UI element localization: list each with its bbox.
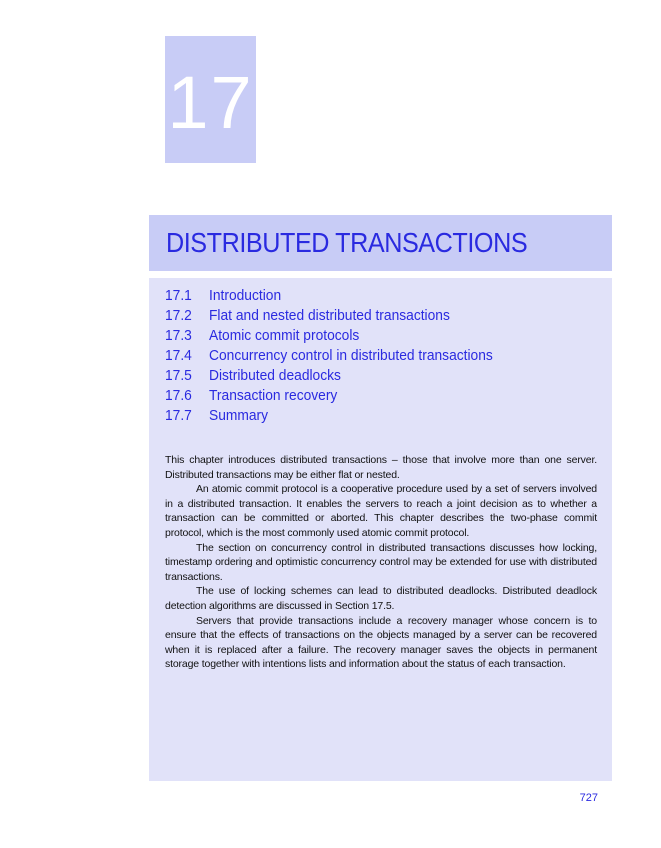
toc-number: 17.5: [165, 366, 192, 384]
intro-paragraph: The section on concurrency control in distributed transactions discusses how locking, timestamp ordering and optimistic concurrency control may be extended for use with distributed transactions.: [165, 541, 597, 583]
toc-item-17-6[interactable]: [165, 385, 517, 405]
table-of-contents: [165, 285, 517, 425]
toc-number: 17.4: [165, 346, 192, 364]
content-panel: [149, 278, 612, 781]
toc-item-17-5[interactable]: [165, 365, 517, 385]
toc-number: 17.2: [165, 306, 192, 324]
toc-title: Transaction recovery: [209, 386, 338, 404]
toc-title: Flat and nested distributed transactions: [209, 306, 450, 324]
toc-title: Concurrency control in distributed transactions: [209, 346, 493, 364]
intro-paragraph: Servers that provide transactions include a recovery manager whose concern is to ensure that the effects of transactions on the objects managed by a server can be recovered when it is replaced after a failure. The recovery manager saves the objects in permanent storage together with intentions lists and information about the status of each transaction.: [165, 614, 597, 671]
toc-title: Introduction: [209, 286, 282, 304]
toc-title: Distributed deadlocks: [209, 366, 341, 384]
chapter-number: 17: [167, 61, 254, 144]
toc-item-17-3[interactable]: [165, 325, 517, 345]
toc-title: Summary: [209, 406, 269, 424]
intro-paragraph: This chapter introduces distributed transactions – those that involve more than one server. Distributed transactions may be either flat or nested.: [165, 454, 597, 481]
chapter-number-box: [165, 36, 256, 163]
toc-item-17-7[interactable]: [165, 405, 517, 425]
chapter-introduction: [165, 453, 597, 672]
toc-item-17-2[interactable]: [165, 305, 517, 325]
toc-number: 17.6: [165, 386, 192, 404]
page-number: 727: [579, 792, 598, 804]
toc-item-17-1[interactable]: [165, 285, 517, 305]
toc-number: 17.1: [165, 286, 192, 304]
toc-number: 17.3: [165, 326, 192, 344]
chapter-title: DISTRIBUTED TRANSACTIONS: [166, 227, 528, 258]
intro-paragraph: The use of locking schemes can lead to distributed deadlocks. Distributed deadlock detection algorithms are discussed in Section 17.5.: [165, 585, 597, 612]
chapter-title-bar: [149, 215, 612, 271]
toc-title: Atomic commit protocols: [209, 326, 360, 344]
intro-paragraph: An atomic commit protocol is a cooperative procedure used by a set of servers involved in a distributed transaction. It enables the servers to reach a joint decision as to whether a transaction can be committed or aborted. This chapter describes the two-phase commit protocol, which is the most commonly used atomic commit protocol.: [165, 483, 597, 539]
toc-item-17-4[interactable]: [165, 345, 517, 365]
toc-number: 17.7: [165, 406, 192, 424]
